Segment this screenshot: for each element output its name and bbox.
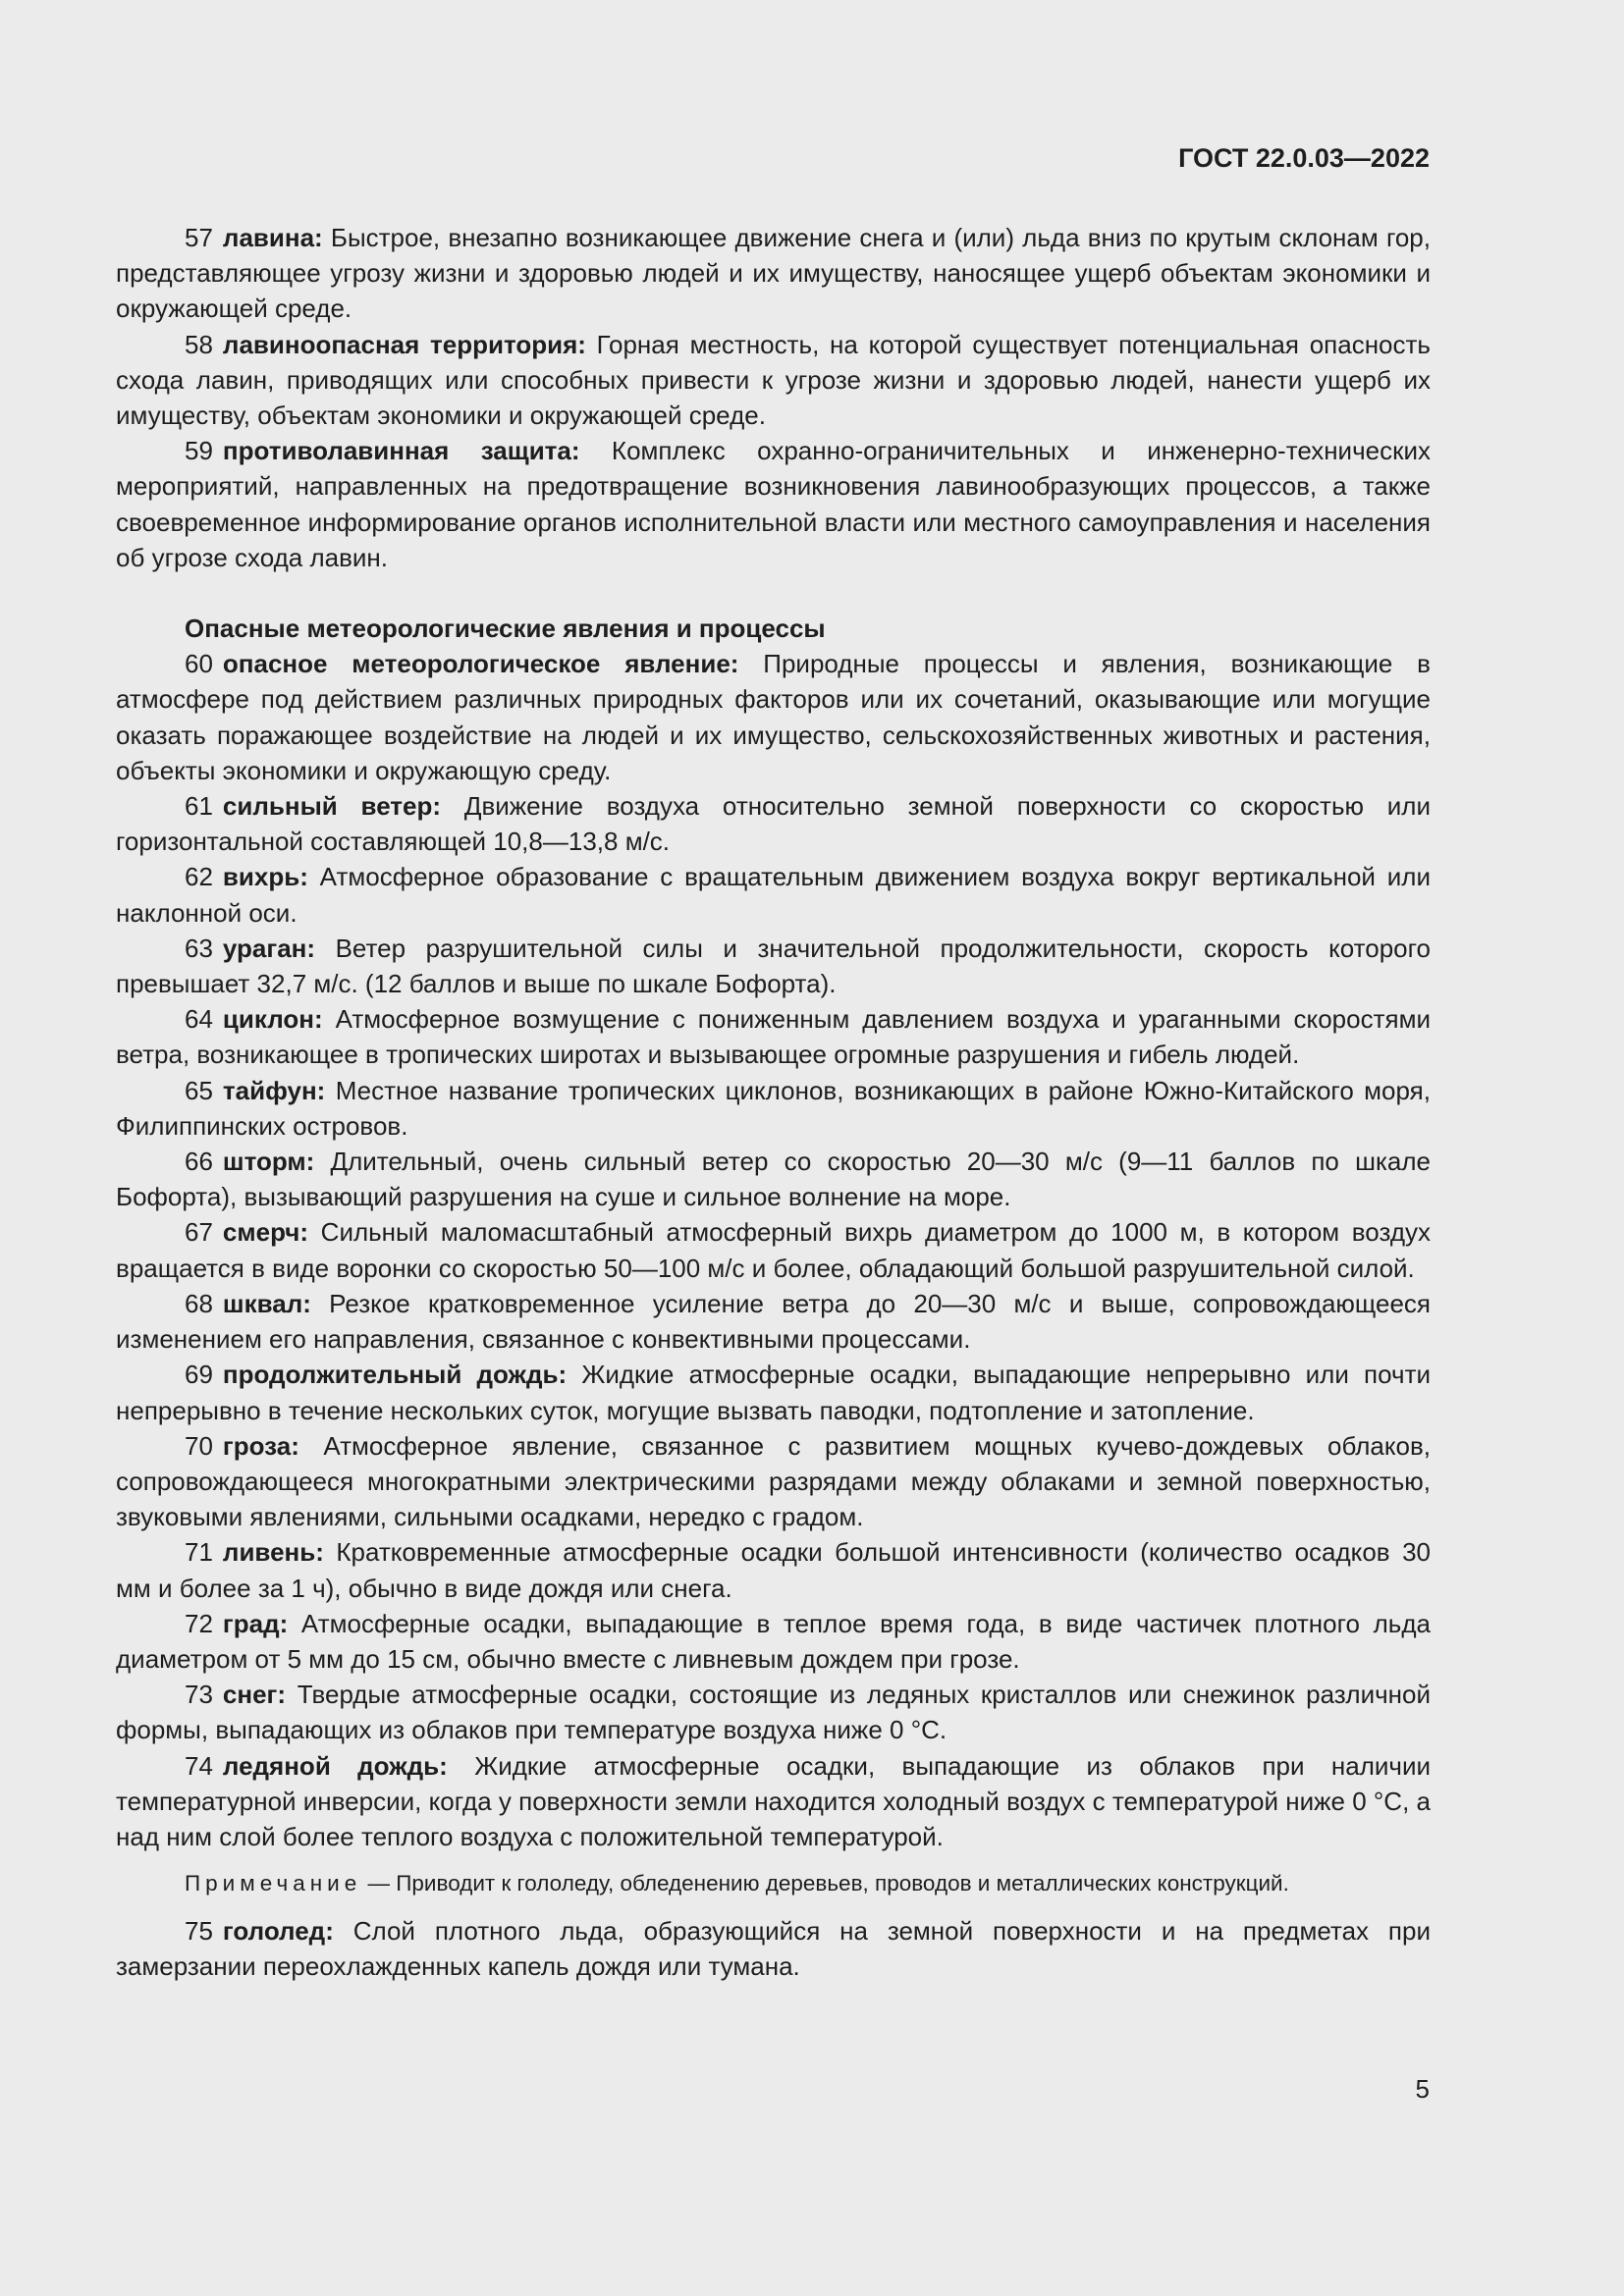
entry-number: 61 [185,791,213,822]
entry-number: 60 [185,649,213,679]
term-entry [116,646,1431,788]
entry-definition: Атмосферное возмущение с пониженным давлением воздуха и ураганными скоростями ветра, возникающее в тропических широтах и вызывающее огромные разрушения и гибель людей. [116,1004,1431,1070]
entry-number: 68 [185,1288,213,1318]
note-text: — Приводит к гололеду, обледенению деревьев, проводов и металлических конструкций. [361,1871,1289,1896]
entry-term: продолжительный дождь: [222,1360,568,1390]
entry-definition: Быстрое, внезапно возникающее движение снега и (или) льда вниз по крутым склонам гор, представляющее угрозу жизни и здоровью людей и их имуществу, наносящее ущерб объектам экономики и окружающей среде. [116,223,1431,324]
term-entry [116,327,1431,434]
term-entry [116,1606,1431,1677]
entry-number: 73 [185,1680,213,1710]
term-entry [116,220,1431,327]
entry-number: 63 [185,933,213,963]
term-entry [116,1073,1431,1144]
entry-definition: Жидкие атмосферные осадки, выпадающие непрерывно или почти непрерывно в течение нескольких суток, могущие вызвать паводки, подтопление и затопление. [116,1360,1431,1425]
entry-definition: Слой плотного льда, образующийся на земной поверхности и на предметах при замерзании переохлажденных капель дождя или тумана. [116,1916,1431,1982]
term-entry [116,1286,1431,1357]
page-number: 5 [1415,2074,1430,2104]
entry-number: 69 [185,1360,213,1390]
entry-definition: Местное название тропических циклонов, возникающих в районе Южно-Китайского моря, Филиппинских островов. [116,1075,1431,1141]
entry-term: лавина: [222,223,323,252]
term-entry [116,788,1431,859]
entry-term: смерч: [222,1217,309,1248]
note [116,1868,1431,1899]
entry-definition: Твердые атмосферные осадки, состоящие из ледяных кристаллов или снежинок различной формы, выпадающих из облаков при температуре воздуха ниже 0 °С. [116,1680,1431,1745]
entry-number: 59 [185,436,213,466]
entry-definition: Движение воздуха относительно земной поверхности со скоростью или горизонтальной составляющей 10,8—13,8 м/с. [116,791,1431,857]
entry-term: лавиноопасная территория: [222,329,586,359]
entry-term: гололед: [222,1916,334,1947]
entry-number: 66 [185,1147,213,1177]
entry-term: опасное метеорологическое явление: [222,649,739,679]
document-code: ГОСТ 22.0.03—2022 [1178,143,1430,173]
term-entry [116,1748,1431,1855]
entries-avalanche [116,220,1431,575]
entry-term: циклон: [222,1004,323,1035]
document-body [116,220,1431,1985]
term-entry [116,433,1431,575]
term-entry [116,1214,1431,1285]
term-entry [116,859,1431,930]
entries-ice [116,1913,1431,1984]
entry-number: 65 [185,1075,213,1105]
entry-definition: Ветер разрушительной силы и значительной продолжительности, скорость которого превышает 32,7 м/с. (12 баллов и выше по шкале Бофорта). [116,933,1431,999]
entry-term: противолавинная защита: [222,436,580,466]
entry-term: сильный ветер: [222,791,442,822]
entry-definition: Атмосферное образование с вращательным движением воздуха вокруг вертикальной или наклонной оси. [116,862,1431,928]
term-entry [116,1677,1431,1747]
entry-number: 74 [185,1750,213,1781]
entry-term: гроза: [222,1430,299,1461]
entries-meteorological [116,646,1431,1854]
entry-term: ураган: [222,933,316,963]
entry-term: град: [222,1608,289,1638]
entry-definition: Атмосферное явление, связанное с развитием мощных кучево-дождевых облаков, сопровождающееся многократными электрическими разрядами между облаками и земной поверхностью, звуковыми явлениями, сильными осадками, нередко с градом. [116,1430,1431,1532]
entry-number: 62 [185,862,213,892]
entry-definition: Кратковременные атмосферные осадки большой интенсивности (количество осадков 30 мм и более за 1 ч), обычно в виде дождя или снега. [116,1537,1431,1603]
entry-term: шквал: [222,1288,311,1318]
term-entry [116,1428,1431,1535]
entry-definition: Горная местность, на которой существует потенциальная опасность схода лавин, приводящих или способных привести к угрозе жизни и здоровью людей, нанести ущерб их имуществу, объектам экономики и окружающей среде. [116,329,1431,431]
entry-term: ливень: [222,1537,324,1568]
term-entry [116,1001,1431,1072]
entry-definition: Комплекс охранно-ограничительных и инженерно-технических мероприятий, направленных на предотвращение возникновения лавинообразующих процессов, а также своевременное информирование органов исполнительной власти или местного самоуправления и населения об угрозе схода лавин. [116,436,1431,572]
entry-term: ледяной дождь: [222,1750,448,1781]
entry-term: шторм: [222,1147,315,1177]
entry-definition: Сильный маломасштабный атмосферный вихрь диаметром до 1000 м, в котором воздух вращается в виде воронки со скоростью 50—100 м/с и более, обладающий большой разрушительной силой. [116,1217,1431,1283]
entry-number: 70 [185,1430,213,1461]
entry-number: 64 [185,1004,213,1035]
entry-definition: Атмосферные осадки, выпадающие в теплое время года, в виде частичек плотного льда диаметром от 5 мм до 15 см, обычно вместе с ливневым дождем при грозе. [116,1608,1431,1674]
term-entry [116,1913,1431,1984]
term-entry [116,1144,1431,1214]
entry-definition: Жидкие атмосферные осадки, выпадающие из облаков при наличии температурной инверсии, когда у поверхности земли находится холодный воздух с температурой ниже 0 °С, а над ним слой более теплого воздуха с положительной температурой. [116,1750,1431,1851]
section-heading: Опасные метеорологические явления и процессы [185,614,826,644]
note-label: Примечание [185,1871,362,1896]
entry-term: вихрь: [222,862,308,892]
entry-number: 71 [185,1537,213,1568]
entry-number: 57 [185,223,213,252]
entry-number: 67 [185,1217,213,1248]
term-entry [116,1357,1431,1427]
entry-definition: Природные процессы и явления, возникающие в атмосфере под действием различных природных факторов или их сочетаний, оказывающие или могущие оказать поражающее воздействие на людей и их имущество, сельскохозяйственных животных и растения, объекты экономики и окружающую среду. [116,649,1431,785]
entry-number: 75 [185,1916,213,1947]
entry-term: снег: [222,1680,287,1710]
term-entry [116,1534,1431,1605]
entry-term: тайфун: [222,1075,326,1105]
term-entry [116,931,1431,1001]
entry-definition: Резкое кратковременное усиление ветра до 20—30 м/с и выше, сопровождающееся изменением его направления, связанное с конвективными процессами. [116,1288,1431,1355]
entry-number: 58 [185,329,213,359]
entry-definition: Длительный, очень сильный ветер со скоростью 20—30 м/с (9—11 баллов по шкале Бофорта), вызывающий разрушения на суше и сильное волнение на море. [116,1147,1431,1212]
entry-number: 72 [185,1608,213,1638]
